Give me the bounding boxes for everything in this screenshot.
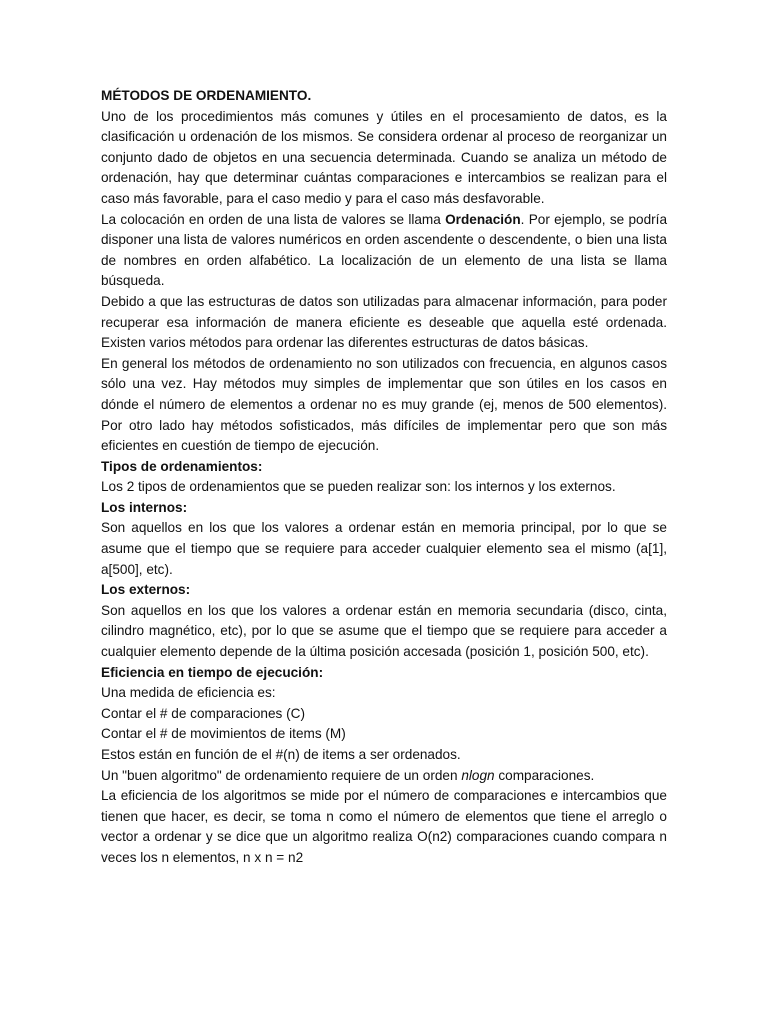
eficiencia-line-2: Contar el # de comparaciones (C): [101, 705, 305, 721]
section-heading-externos: Los externos:: [101, 582, 191, 598]
tipos-paragraph: Los 2 tipos de ordenamientos que se pueden realizar son: los internos y los externos.: [101, 479, 616, 495]
eficiencia-line-5: [101, 766, 667, 787]
eficiencia-line-5-start: Un "buen algoritmo" de ordenamiento requiere de un orden: [101, 767, 462, 783]
document-title: MÉTODOS DE ORDENAMIENTO.: [101, 88, 312, 103]
intro-paragraph-2: [101, 210, 667, 292]
intro-p2-start: La colocación en orden de una lista de valores se llama: [101, 211, 446, 227]
section-heading-internos: Los internos:: [101, 499, 188, 515]
eficiencia-line-3: Contar el # de movimientos de items (M): [101, 726, 346, 742]
eficiencia-line-5-end: comparaciones.: [494, 767, 595, 783]
intro-paragraph-1: Uno de los procedimientos más comunes y útiles en el procesamiento de datos, es la clasificación u ordenación de los mismos. Se considera ordenar al proceso de reorganizar un conjunto dado de objetos en una secuencia determinada. Cuando se analiza un método de ordenación, hay que determinar cuántas comparaciones e intercambios se realizan para el caso más favorable, para el caso medio y para el caso más desfavorable.: [101, 108, 667, 206]
eficiencia-line-4: Estos están en función de el #(n) de items a ser ordenados.: [101, 747, 461, 762]
term-ordenacion: Ordenación: [445, 211, 521, 227]
eficiencia-line-1: Una medida de eficiencia es:: [101, 685, 276, 701]
intro-paragraph-3: Debido a que las estructuras de datos son utilizadas para almacenar información, para poder recuperar esa información de manera eficiente es deseable que aquella esté ordenada. Existen varios métodos para ordenar las diferentes estructuras de datos básicas.: [101, 293, 667, 351]
intro-p2-end: . Por ejemplo, se podría disponer una lista de valores numéricos en orden ascendente o descendente, o bien una lista de nombres en orden alfabético. La localización de un elemento de una lista se llama búsqueda.: [101, 211, 667, 289]
document-page: [101, 86, 667, 869]
term-nlogn: nlogn: [461, 767, 495, 783]
intro-paragraph-4: En general los métodos de ordenamiento no son utilizados con frecuencia, en algunos casos sólo una vez. Hay métodos muy simples de implementar que son útiles en los casos en dónde el número de elementos a ordenar no es muy grande (ej, menos de 500 elementos). Por otro lado hay métodos sofisticados, más difíciles de implementar pero que son más eficientes en cuestión de tiempo de ejecución.: [101, 355, 667, 454]
section-heading-eficiencia: Eficiencia en tiempo de ejecución:: [101, 664, 324, 680]
externos-paragraph: Son aquellos en los que los valores a ordenar están en memoria secundaria (disco, cinta, cilindro magnético, etc), por lo que se asume que el tiempo que se requiere para acceder a cualquier elemento depende de la última posición accesada (posición 1, posición 500, etc).: [101, 602, 667, 660]
section-heading-tipos: Tipos de ordenamientos:: [101, 458, 263, 474]
eficiencia-final-paragraph: La eficiencia de los algoritmos se mide por el número de comparaciones e intercambios que tienen que hacer, es decir, se toma n como el número de elementos que tiene el arreglo o vector a ordenar y se dice que un algoritmo realiza O(n2) comparaciones cuando compara n veces los n elementos, n x n = n2: [101, 788, 667, 865]
internos-paragraph: Son aquellos en los que los valores a ordenar están en memoria principal, por lo que se asume que el tiempo que se requiere para acceder cualquier elemento sea el mismo (a[1], a[500], etc).: [101, 520, 667, 577]
